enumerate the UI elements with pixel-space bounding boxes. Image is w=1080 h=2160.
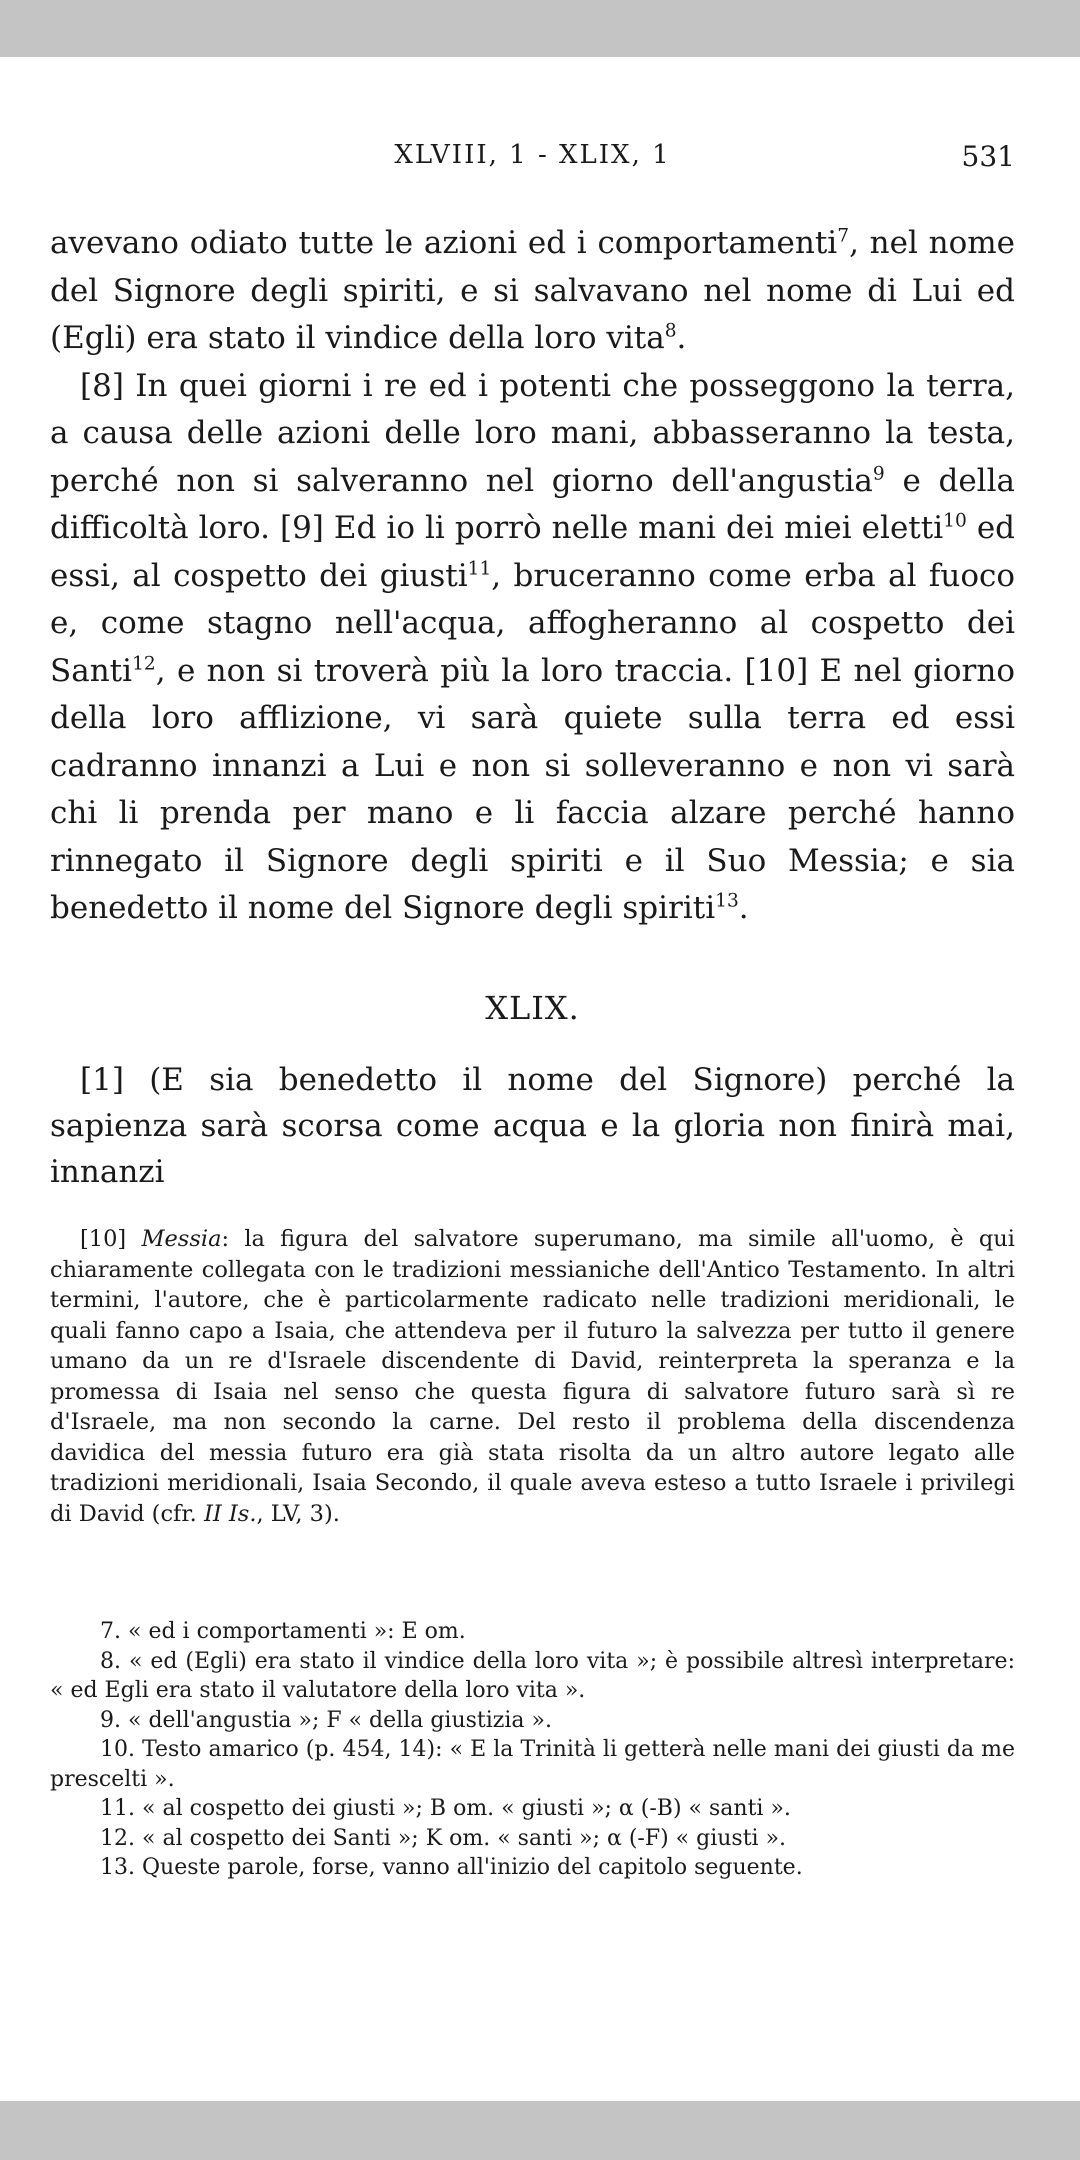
footnote-ref: 9: [872, 463, 885, 485]
text-span: ed essi, al cospetto dei giusti: [50, 510, 1016, 594]
footnote-text: Queste parole, forse, vanno all'inizio del capitolo seguente.: [135, 1855, 803, 1880]
footnote-13: [50, 1853, 1015, 1883]
commentary-term: Messia: [141, 1226, 222, 1252]
text-span: , e non si troverà più la loro traccia. [10] E nel giorno della loro afflizione, vi sarà quiete sulla terra ed essi cadranno innanzi a Lui e non si solleveranno e non vi sarà chi li prenda per mano e li faccia alzare perché hanno rinnegato il Signore degli spiriti e il Suo Messia; e sia benedetto il nome del Signore degli spiriti: [50, 652, 1015, 926]
text-span: e della difficoltà loro. [9] Ed io li porrò nelle mani dei miei eletti: [50, 462, 1015, 546]
footnote-text: « ed (Egli) era stato il vindice della loro vita »; è possibile altresì interpretare: « ed Egli era stato il valutatore della loro vita ».: [50, 1648, 1015, 1703]
commentary-text-end: , LV, 3).: [256, 1500, 340, 1527]
book-page[interactable]: [50, 57, 1015, 2101]
top-bar: [0, 0, 1080, 57]
running-head: [50, 140, 1015, 180]
footnote-text: « ed i comportamenti »: E om.: [121, 1619, 466, 1644]
footnotes: [50, 1617, 1015, 1883]
footnote-number: 13.: [100, 1855, 135, 1880]
paragraph-verses-8-10: [50, 363, 1015, 933]
commentary-text: : la figura del salvatore superumano, ma simile all'uomo, è qui chiaramente collegata con le tradizioni messianiche dell'Antico Testamento. In altri termini, l'autore, che è particolarmente radicato nelle tradizioni meridionali, le quali fanno capo a Isaia, che attendeva per il futuro la salvezza per tutto il genere umano da un re d'Israele discendente di David, reinterpreta la speranza e la promessa di Isaia nel senso che questa figura di salvatore futuro sarà sì re d'Israele, ma non secondo la carne. Del resto il problema della discendenza davidica del messia futuro era già stata risolta da un altro autore legato alle tradizioni meridionali, Isaia Secondo, il quale aveva esteso a tutto Israele i privilegi di David (cfr.: [50, 1226, 1015, 1527]
footnote-text: « dell'angustia »; F « della giustizia ».: [121, 1707, 552, 1733]
commentary-citation: II Is.: [203, 1500, 257, 1527]
footnote-ref: 13: [715, 890, 739, 912]
text-span: avevano odiato tutte le azioni ed i comportamenti: [50, 225, 838, 261]
text-span: .: [676, 320, 687, 356]
bottom-bar: [0, 2101, 1080, 2160]
running-head-title: XLVIII, 1 - XLIX, 1: [394, 140, 671, 170]
footnote-number: 8.: [100, 1648, 121, 1674]
text-span: [8] In quei giorni i re ed i potenti che posseggono la terra, a causa delle azioni delle loro mani, abbasseranno la testa, perché non si salveranno nel giorno dell'angustia: [50, 367, 1015, 499]
footnote-ref: 7: [837, 225, 850, 247]
chapter-text: [50, 1057, 1015, 1195]
footnote-9: [50, 1706, 1015, 1736]
chapter-paragraph: [1] (E sia benedetto il nome del Signore) perché la sapienza sarà scorsa come acqua e la gloria non finirà mai, innanzi: [50, 1062, 1015, 1190]
footnote-text: Testo amarico (p. 454, 14): « E la Trinità li getterà nelle mani dei giusti da me prescelti ».: [50, 1737, 1015, 1792]
footnote-text: « al cospetto dei Santi »; K om. « santi »; α (-F) « giusti ».: [135, 1825, 787, 1851]
text-span: , nel nome del Signore degli spiriti, e si salvavano nel nome di Lui ed (Egli) era stato il vindice della loro vita: [50, 225, 1015, 356]
footnote-text: « al cospetto dei giusti »; B om. « giusti »; α (-B) « santi ».: [135, 1796, 791, 1821]
chapter-heading: XLIX.: [485, 989, 580, 1027]
footnote-ref: 11: [467, 558, 492, 580]
commentary-paragraph: [50, 1224, 1015, 1529]
footnote-number: 12.: [100, 1825, 135, 1851]
footnote-number: 11.: [100, 1796, 135, 1821]
footnote-number: 10.: [100, 1737, 135, 1762]
page-number: 531: [961, 140, 1015, 173]
main-text: [50, 220, 1015, 933]
footnote-11: [50, 1794, 1015, 1824]
footnote-7: [50, 1617, 1015, 1647]
paragraph-continuation: [50, 220, 1015, 363]
footnote-10: [50, 1735, 1015, 1794]
commentary-ref: [10]: [80, 1226, 127, 1252]
footnote-number: 9.: [100, 1707, 121, 1733]
footnote-12: [50, 1824, 1015, 1854]
footnote-8: [50, 1647, 1015, 1706]
text-span: , bruceranno come erba al fuoco e, come stagno nell'acqua, affogheranno al cospetto dei Santi: [50, 557, 1016, 689]
footnote-ref: 10: [943, 510, 967, 532]
commentary-note: [50, 1224, 1015, 1529]
footnote-number: 7.: [100, 1619, 121, 1644]
footnote-ref: 12: [132, 653, 156, 675]
footnote-ref: 8: [664, 320, 677, 342]
text-span: .: [738, 890, 749, 926]
